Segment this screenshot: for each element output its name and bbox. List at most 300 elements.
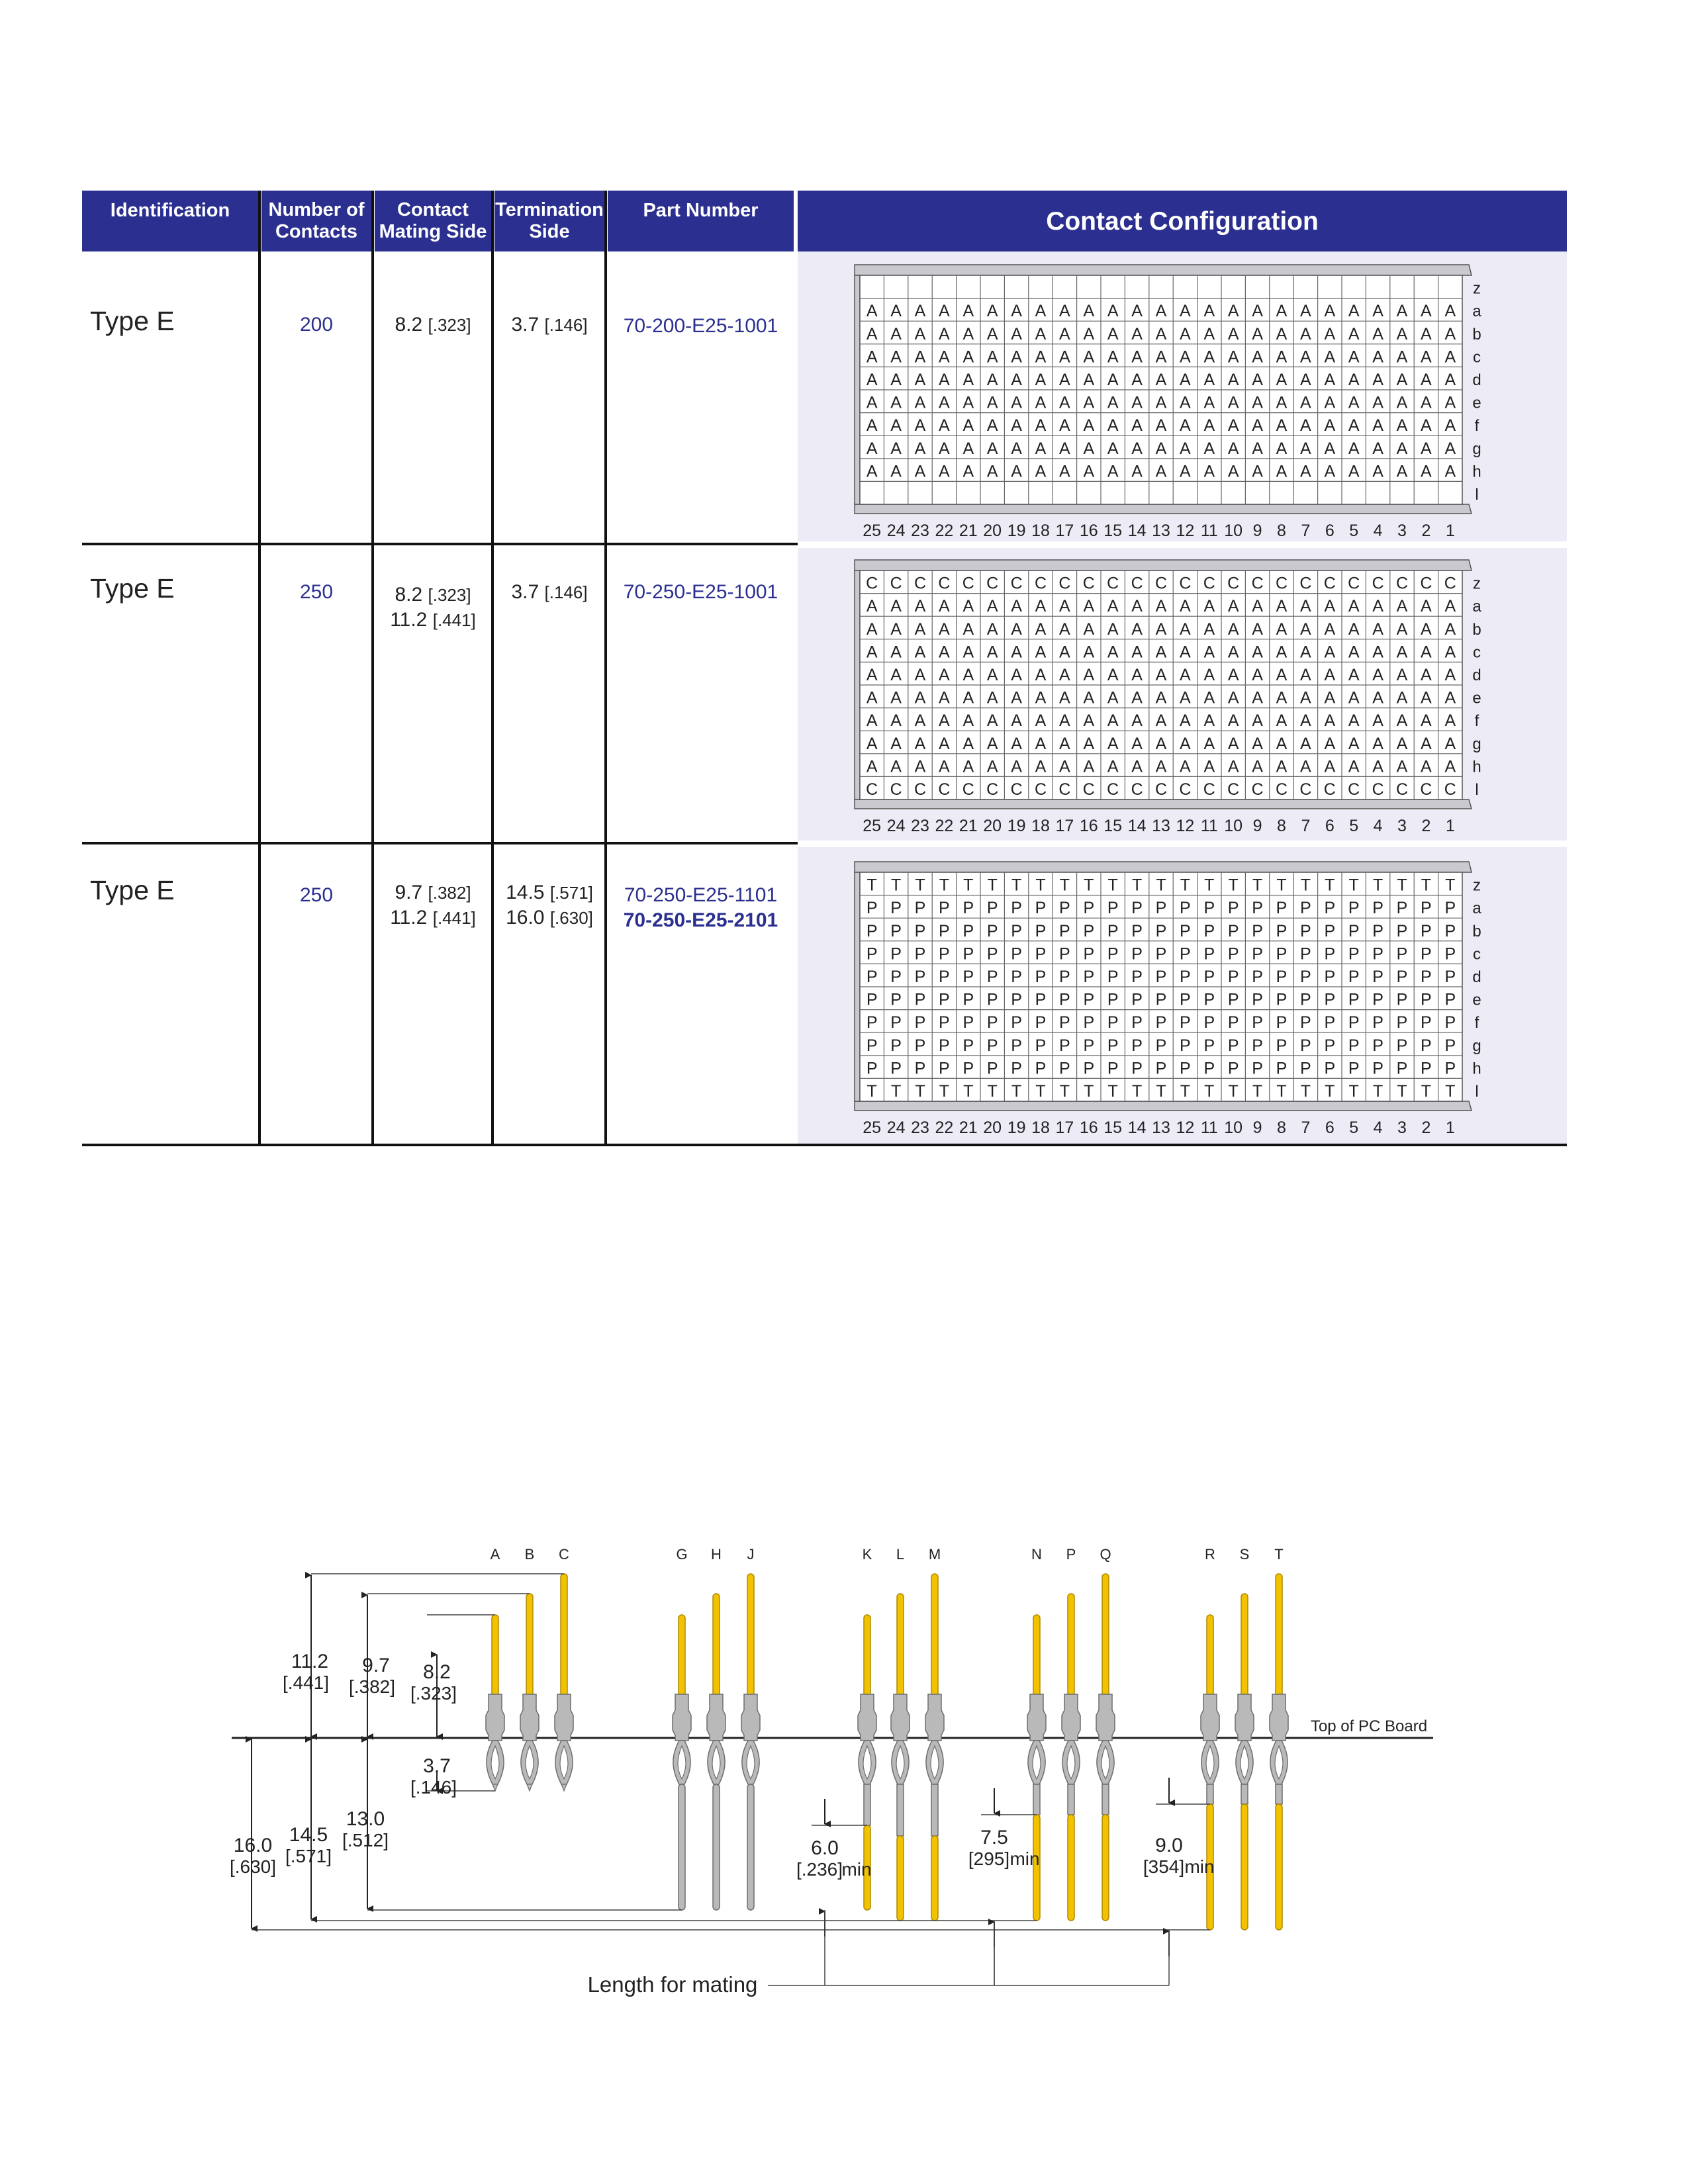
- contact-cell: A: [1372, 734, 1383, 753]
- contact-cell: A: [866, 734, 878, 753]
- dimension-in: [.323]: [410, 1683, 457, 1704]
- contact-cell: T: [1252, 1082, 1263, 1101]
- contact-cell: A: [890, 302, 902, 321]
- contact-cell: A: [1131, 711, 1143, 731]
- contacts-cell: 200: [299, 314, 334, 336]
- header-contact-mating-side: [375, 191, 491, 251]
- part-number-cell: [608, 883, 794, 933]
- gray-tail: [679, 1784, 685, 1910]
- contact-cell: P: [1107, 1036, 1119, 1055]
- contact-cell: P: [939, 1036, 950, 1055]
- row-label: c: [1473, 945, 1481, 964]
- contact-cell: A: [1035, 643, 1047, 662]
- contact-cell: A: [1107, 711, 1119, 731]
- identification-cell: Type E: [90, 573, 175, 604]
- gold-pin-segment: [713, 1594, 720, 1698]
- contact-cell: A: [914, 734, 926, 753]
- column-label: 21: [959, 1118, 978, 1137]
- contact-cell: A: [986, 619, 998, 639]
- dimension-in: [354]: [1143, 1856, 1185, 1877]
- contact-cell: P: [962, 899, 974, 918]
- contact-cell: P: [914, 1036, 926, 1055]
- column-label: 4: [1373, 522, 1383, 540]
- contact-cell: P: [1083, 921, 1095, 940]
- contact-cell: A: [866, 666, 878, 684]
- contact-cell: P: [1421, 921, 1432, 940]
- contact-cell: A: [1203, 302, 1215, 321]
- contact-cell: P: [1348, 944, 1360, 964]
- contact-cell: P: [1155, 968, 1167, 986]
- termination-mm: 14.5: [506, 882, 545, 903]
- contact-cell: A: [914, 597, 926, 616]
- contact-cell: T: [1107, 1082, 1118, 1101]
- contact-cell: A: [866, 619, 878, 639]
- contact-cell: A: [1348, 597, 1360, 616]
- contact-cell: A: [1083, 393, 1095, 412]
- contact-cell: T: [1348, 1082, 1359, 1101]
- contact-cell: P: [1203, 944, 1215, 964]
- contact-cell: A: [1276, 757, 1288, 776]
- contact-cell: C: [1082, 574, 1095, 593]
- connector-bottom-rail: [855, 1101, 1472, 1111]
- row-label: a: [1472, 598, 1481, 616]
- mating-in: [.323]: [428, 585, 471, 605]
- column-label: 8: [1277, 1118, 1286, 1137]
- contact-cell: A: [914, 462, 926, 481]
- contact-cell: P: [939, 944, 950, 964]
- contact-cell: A: [890, 462, 902, 481]
- contact-cell: A: [914, 416, 926, 435]
- contact-cell: A: [1300, 393, 1311, 412]
- contact-cell: A: [1011, 439, 1022, 458]
- contact-cell: P: [1131, 1059, 1143, 1078]
- contact-cell: A: [939, 597, 950, 616]
- connector-side-rail: [855, 872, 860, 1101]
- contact-cell: A: [1107, 393, 1119, 412]
- dimension-mm: 16.0: [233, 1835, 273, 1856]
- contact-cell: A: [1348, 711, 1360, 731]
- contact-cell: A: [1155, 416, 1167, 435]
- contact-cell: A: [962, 597, 974, 616]
- contact-cell: P: [866, 968, 878, 986]
- contact-cell: P: [1300, 968, 1311, 986]
- board-label: Top of PC Board: [1310, 1717, 1428, 1735]
- contact-cell: T: [890, 876, 902, 895]
- column-label: 18: [1031, 522, 1050, 540]
- header-termination-side-line1: Termination: [495, 199, 604, 220]
- contact-cell: P: [1300, 1059, 1311, 1078]
- contact-cell: A: [1227, 439, 1239, 458]
- contact-cell: A: [1107, 757, 1119, 776]
- contact-cell: C: [1420, 574, 1432, 593]
- contact-cell: P: [890, 1013, 902, 1032]
- contact-cell: A: [1155, 757, 1167, 776]
- contact-cell: A: [1252, 302, 1263, 321]
- contact-shoulder: [1027, 1694, 1046, 1741]
- termination-cell: [494, 580, 604, 605]
- column-label: 15: [1103, 522, 1123, 540]
- column-label: 6: [1325, 1118, 1335, 1137]
- contact-cell: T: [1035, 876, 1046, 895]
- contact-cell: A: [1203, 734, 1215, 753]
- contact-cell: A: [1252, 643, 1263, 662]
- contact-cell: A: [1035, 439, 1047, 458]
- contact-cell: P: [1372, 968, 1383, 986]
- contact-cell: A: [890, 757, 902, 776]
- dimension-mm: 9.7: [362, 1655, 390, 1676]
- contact-cell: T: [1204, 1082, 1215, 1101]
- row-divider: [82, 543, 798, 545]
- contact-cell: P: [1252, 944, 1263, 964]
- contact-cell: P: [1421, 899, 1432, 918]
- contact-cell: A: [1227, 757, 1239, 776]
- contact-cell: A: [1155, 619, 1167, 639]
- contact-cell: P: [1372, 1059, 1383, 1078]
- contact-cell: A: [1372, 757, 1383, 776]
- contact-cell: P: [1444, 1013, 1456, 1032]
- row-label: h: [1472, 1060, 1481, 1078]
- contact-cell: P: [1396, 899, 1408, 918]
- contact-cell: A: [890, 439, 902, 458]
- column-divider: [604, 191, 607, 1146]
- dimension-suffix: min: [841, 1859, 872, 1880]
- contact-cell: A: [1396, 371, 1408, 389]
- contact-cell: P: [986, 1059, 998, 1078]
- header-part-number: Part Number: [608, 191, 794, 251]
- contact-cell: C: [1154, 574, 1168, 593]
- contact-cell: A: [1203, 619, 1215, 639]
- termination-mm: 16.0: [506, 907, 545, 929]
- contact-cell: A: [962, 734, 974, 753]
- contact-cell: P: [1396, 1059, 1408, 1078]
- contact-cell: A: [1203, 462, 1215, 481]
- contact-cell: A: [914, 666, 926, 684]
- row-label: f: [1474, 712, 1479, 731]
- gold-mating-tail: [897, 1836, 904, 1921]
- contact-cell: A: [1059, 393, 1070, 412]
- contact-cell: A: [1203, 711, 1215, 731]
- contact-cell: P: [1059, 1059, 1070, 1078]
- contact-cell: P: [914, 944, 926, 964]
- column-label: 25: [863, 817, 882, 835]
- column-label: 12: [1176, 1118, 1195, 1137]
- contact-cell: A: [1372, 416, 1383, 435]
- contact-cell: T: [963, 1082, 974, 1101]
- contact-cell: A: [1421, 688, 1432, 707]
- contact-cell: A: [939, 643, 950, 662]
- contact-cell: A: [1348, 371, 1360, 389]
- row-label: z: [1473, 876, 1481, 895]
- contact-cell: T: [1059, 1082, 1070, 1101]
- contact-cell: A: [1227, 643, 1239, 662]
- mating-in: [.382]: [428, 883, 471, 903]
- contact-cell: A: [1083, 757, 1095, 776]
- contact-cell: A: [986, 688, 998, 707]
- contact-cell: P: [1276, 944, 1288, 964]
- contact-cell: C: [890, 574, 902, 593]
- contact-cell: A: [1035, 462, 1047, 481]
- contact-cell: A: [1348, 439, 1360, 458]
- contact-cell: A: [866, 416, 878, 435]
- row-label: g: [1472, 1036, 1481, 1055]
- contact-cell: P: [986, 944, 998, 964]
- contact-cell: A: [1396, 393, 1408, 412]
- column-label: 14: [1127, 522, 1147, 540]
- connector-top-rail: [855, 265, 1472, 275]
- contact-cell: A: [914, 439, 926, 458]
- gray-tail: [1033, 1784, 1040, 1815]
- contact-cell: A: [1276, 416, 1288, 435]
- contact-cell: P: [1372, 1036, 1383, 1055]
- column-label: 16: [1079, 1118, 1098, 1137]
- contact-cell: A: [1083, 416, 1095, 435]
- contact-cell: A: [1180, 666, 1191, 684]
- column-label: 7: [1301, 522, 1311, 540]
- row-label: f: [1474, 417, 1479, 435]
- contact-cell: A: [1252, 619, 1263, 639]
- contact-cell: A: [1083, 324, 1095, 343]
- contact-cell: A: [1252, 757, 1263, 776]
- contact-cell: T: [1180, 1082, 1191, 1101]
- contact-cell: A: [986, 439, 998, 458]
- column-label: 13: [1152, 1118, 1170, 1137]
- contact-cell: T: [890, 1082, 902, 1101]
- contact-cell: A: [1107, 643, 1119, 662]
- contact-cell: T: [987, 1082, 998, 1101]
- column-label: 1: [1445, 522, 1455, 540]
- gold-mating-tail: [1241, 1804, 1248, 1930]
- header-contact-mating-side-line2: Mating Side: [379, 221, 487, 242]
- contact-cell: T: [987, 876, 998, 895]
- contact-cell: A: [1131, 734, 1143, 753]
- contact-cell: A: [890, 711, 902, 731]
- row-label: z: [1473, 279, 1481, 298]
- contact-cell: P: [1444, 990, 1456, 1009]
- gray-tail: [897, 1784, 904, 1836]
- contact-cell: A: [890, 347, 902, 367]
- connector-top-rail: [855, 560, 1472, 570]
- contact-cell: P: [1276, 899, 1288, 918]
- contact-cell: P: [1203, 899, 1215, 918]
- contact-cell: P: [962, 968, 974, 986]
- contact-shoulder: [707, 1694, 726, 1741]
- part-number: 70-250-E25-1101: [624, 884, 778, 906]
- column-label: 20: [983, 522, 1002, 540]
- contact-cell: T: [1131, 1082, 1143, 1101]
- contact-cell: C: [1034, 574, 1047, 593]
- contact-cell: A: [1083, 619, 1095, 639]
- contact-cell: A: [1396, 462, 1408, 481]
- contact-cell: A: [1107, 462, 1119, 481]
- contact-cell: A: [986, 302, 998, 321]
- contact-cell: P: [1396, 1013, 1408, 1032]
- contact-cell: T: [963, 876, 974, 895]
- contact-cell: P: [1011, 921, 1022, 940]
- column-label: 5: [1349, 522, 1359, 540]
- contact-cell: A: [1035, 347, 1047, 367]
- pin-label: M: [928, 1546, 941, 1563]
- contact-cell: A: [1035, 302, 1047, 321]
- contact-cell: P: [1227, 899, 1239, 918]
- contact-cell: C: [938, 780, 951, 799]
- mating-in: [.441]: [432, 610, 476, 630]
- column-label: 8: [1277, 817, 1286, 835]
- contact-cell: P: [1203, 921, 1215, 940]
- contact-cell: A: [1155, 711, 1167, 731]
- contact-cell: A: [1348, 324, 1360, 343]
- row-label: b: [1472, 325, 1481, 343]
- contact-cell: A: [1444, 416, 1456, 435]
- contact-cell: A: [1252, 462, 1263, 481]
- contact-cell: A: [1227, 371, 1239, 389]
- gold-pin-segment: [1102, 1574, 1109, 1698]
- contact-cell: P: [866, 899, 878, 918]
- contact-shoulder: [1235, 1694, 1254, 1741]
- connector-side-rail: [855, 570, 860, 799]
- column-label: 10: [1224, 1118, 1243, 1137]
- contact-cell: C: [1275, 574, 1288, 593]
- contact-cell: P: [1348, 1013, 1360, 1032]
- contact-cell: A: [1131, 643, 1143, 662]
- contact-cell: C: [1444, 574, 1456, 593]
- contact-cell: P: [890, 968, 902, 986]
- contact-cell: C: [1348, 574, 1360, 593]
- contact-cell: A: [1227, 462, 1239, 481]
- contact-cell: A: [1035, 757, 1047, 776]
- contact-cell: P: [1348, 1059, 1360, 1078]
- contact-cell: A: [914, 688, 926, 707]
- gold-mating-tail: [1068, 1815, 1074, 1921]
- contact-cell: A: [986, 666, 998, 684]
- contact-cell: A: [1444, 302, 1456, 321]
- contact-cell: A: [1372, 393, 1383, 412]
- contact-cell: A: [1396, 439, 1408, 458]
- contact-cell: A: [1421, 416, 1432, 435]
- contact-cell: A: [1300, 439, 1311, 458]
- contact-cell: P: [939, 1013, 950, 1032]
- contact-cell: T: [1372, 1082, 1383, 1101]
- contact-cell: A: [986, 347, 998, 367]
- row-label: h: [1472, 463, 1481, 481]
- contact-cell: A: [890, 643, 902, 662]
- contact-cell: A: [1059, 416, 1070, 435]
- contact-cell: A: [1059, 597, 1070, 616]
- dimension-suffix: min: [1184, 1856, 1215, 1877]
- contact-cell: T: [1276, 876, 1287, 895]
- contact-cell: A: [1372, 643, 1383, 662]
- contact-cell: A: [1155, 393, 1167, 412]
- contact-cell: A: [890, 666, 902, 684]
- contact-cell: A: [1035, 711, 1047, 731]
- dimension-in: [.382]: [348, 1676, 396, 1697]
- dimension-mm: 11.2: [291, 1651, 329, 1672]
- contact-cell: A: [1083, 597, 1095, 616]
- column-label: 18: [1031, 1118, 1050, 1137]
- column-label: 1: [1445, 1118, 1455, 1137]
- contact-cell: A: [1444, 393, 1456, 412]
- contact-cell: P: [866, 990, 878, 1009]
- contact-cell: A: [1227, 324, 1239, 343]
- contact-cell: P: [1059, 921, 1070, 940]
- contact-cell: P: [1180, 944, 1191, 964]
- contact-cell: C: [866, 574, 878, 593]
- contact-cell: A: [1011, 393, 1022, 412]
- contact-cell: P: [914, 1013, 926, 1032]
- gray-tail: [931, 1784, 938, 1836]
- column-label: 7: [1301, 1118, 1311, 1137]
- contact-cell: A: [1180, 643, 1191, 662]
- contact-cell: A: [1180, 711, 1191, 731]
- contact-shoulder: [555, 1694, 573, 1741]
- contact-cell: A: [1421, 643, 1432, 662]
- contact-cell: T: [1397, 1082, 1407, 1101]
- contact-cell: P: [1252, 990, 1263, 1009]
- contact-cell: P: [1083, 1036, 1095, 1055]
- contact-cell: A: [1203, 688, 1215, 707]
- column-label: 23: [911, 522, 929, 540]
- contact-cell: A: [1421, 619, 1432, 639]
- contact-cell: A: [1059, 347, 1070, 367]
- column-label: 13: [1152, 522, 1170, 540]
- contact-cell: A: [1252, 393, 1263, 412]
- column-label: 14: [1127, 1118, 1147, 1137]
- contact-cell: P: [1155, 921, 1167, 940]
- contact-cell: P: [1227, 1036, 1239, 1055]
- row-label: d: [1472, 666, 1481, 684]
- contact-cell: A: [914, 371, 926, 389]
- contact-cell: A: [1107, 371, 1119, 389]
- contact-cell: A: [1444, 597, 1456, 616]
- contact-cell: A: [1444, 666, 1456, 684]
- gold-mating-tail: [1276, 1804, 1282, 1930]
- dimension-mm: 7.5: [980, 1827, 1008, 1848]
- contact-cell: A: [962, 757, 974, 776]
- column-label: 19: [1007, 817, 1026, 835]
- contact-cell: T: [1348, 876, 1359, 895]
- gray-tail: [1102, 1784, 1109, 1815]
- contact-cell: A: [939, 734, 950, 753]
- contact-cell: A: [1324, 302, 1336, 321]
- contact-cell: A: [1180, 347, 1191, 367]
- contact-cell: A: [1348, 302, 1360, 321]
- contact-cell: A: [1421, 757, 1432, 776]
- contact-cell: C: [1131, 780, 1143, 799]
- contact-cell: A: [1276, 734, 1288, 753]
- contact-cell: A: [986, 711, 998, 731]
- press-fit-tip: [492, 1784, 498, 1791]
- contact-cell: P: [1155, 1036, 1167, 1055]
- column-label: 25: [863, 1118, 882, 1137]
- contact-cell: A: [1227, 688, 1239, 707]
- contact-cell: P: [1444, 1036, 1456, 1055]
- contact-cell: A: [1324, 324, 1336, 343]
- contact-cell: A: [1203, 757, 1215, 776]
- column-label: 11: [1200, 1118, 1218, 1137]
- contact-configuration-grid: [851, 257, 1513, 541]
- contact-cell: A: [1372, 371, 1383, 389]
- contact-cell: A: [1276, 688, 1288, 707]
- contact-cell: A: [1444, 462, 1456, 481]
- row-label: h: [1472, 758, 1481, 776]
- contact-cell: A: [986, 734, 998, 753]
- mating-cell: [375, 312, 491, 338]
- contact-cell: P: [1155, 1059, 1167, 1078]
- contact-cell: A: [1107, 597, 1119, 616]
- mating-mm: 11.2: [390, 609, 428, 631]
- gold-pin-segment: [1241, 1594, 1248, 1698]
- contact-cell: A: [1324, 597, 1336, 616]
- contact-cell: A: [1348, 462, 1360, 481]
